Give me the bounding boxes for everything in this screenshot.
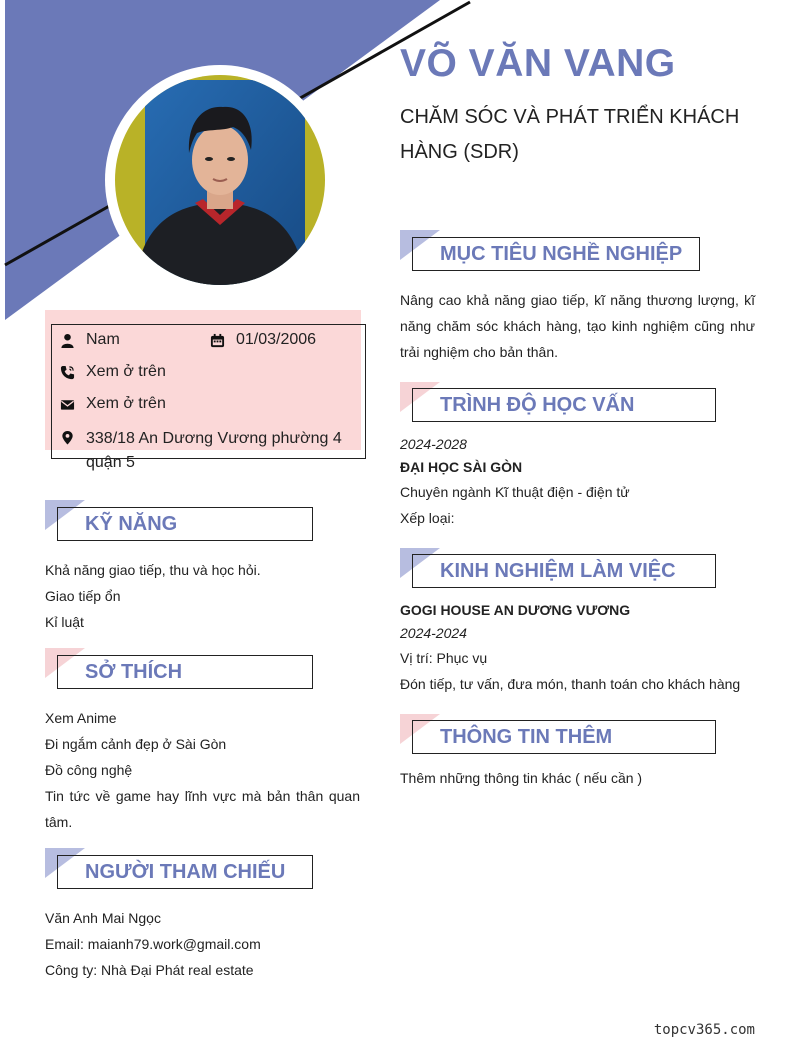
objective-text: Nâng cao khả năng giao tiếp, kĩ năng thương lượng, kĩ năng chăm sóc khách hàng, tạo kinh nghiệm cũng như trải nghiệm cho bản thân. (400, 292, 755, 360)
footer-brand: topcv365.com (653, 1022, 755, 1038)
candidate-name: VÕ VĂN VANG (400, 42, 676, 85)
experience-position: Vị trí: Phục vụ (400, 650, 488, 666)
location-pin-icon (60, 430, 75, 445)
address-row (60, 427, 350, 475)
hobby-item: Đồ công nghệ (45, 762, 133, 778)
education-major: Chuyên ngành Kĩ thuật điện - điện tử (400, 484, 630, 500)
objective-title: MỤC TIÊU NGHỀ NGHIỆP (440, 243, 683, 265)
skill-item: Khả năng giao tiếp, thu và học hỏi. (45, 562, 261, 578)
experience-title: KINH NGHIỆM LÀM VIỆC (440, 560, 676, 582)
avatar (115, 75, 325, 285)
reference-name: Văn Anh Mai Ngọc (45, 910, 161, 926)
experience-company: GOGI HOUSE AN DƯƠNG VƯƠNG (400, 602, 631, 618)
gender-value: Nam (86, 331, 120, 348)
envelope-icon (60, 397, 75, 412)
birthday-row (210, 331, 316, 349)
email-row (60, 395, 166, 413)
email-value: Xem ở trên (86, 395, 166, 412)
education-rank: Xếp loại: (400, 510, 455, 526)
skills-title: KỸ NĂNG (85, 513, 178, 535)
references-title: NGƯỜI THAM CHIẾU (85, 861, 286, 883)
skill-item: Giao tiếp ổn (45, 588, 121, 604)
reference-company: Công ty: Nhà Đại Phát real estate (45, 962, 254, 978)
phone-icon (60, 365, 75, 380)
education-title: TRÌNH ĐỘ HỌC VẤN (440, 394, 635, 416)
extra-title: THÔNG TIN THÊM (440, 726, 613, 748)
experience-period: 2024-2024 (400, 625, 467, 641)
skill-item: Kỉ luật (45, 614, 84, 630)
candidate-role: CHĂM SÓC VÀ PHÁT TRIỂN KHÁCH HÀNG (SDR) (400, 106, 740, 163)
phone-row (60, 363, 166, 381)
education-school: ĐẠI HỌC SÀI GÒN (400, 459, 523, 475)
reference-email: Email: maianh79.work@gmail.com (45, 936, 261, 952)
phone-value: Xem ở trên (86, 363, 166, 380)
hobbies-title: SỞ THÍCH (85, 661, 183, 683)
birthday-value: 01/03/2006 (236, 331, 317, 348)
education-period: 2024-2028 (400, 436, 467, 452)
hobby-item: Đi ngắm cảnh đẹp ở Sài Gòn (45, 736, 227, 752)
hobby-item: Tin tức về game hay lĩnh vực mà bản thân quan tâm. (45, 788, 360, 830)
hobby-item: Xem Anime (45, 710, 117, 726)
person-icon (60, 333, 75, 348)
extra-text: Thêm những thông tin khác ( nếu cần ) (400, 770, 643, 786)
experience-duties: Đón tiếp, tư vấn, đưa món, thanh toán cho khách hàng (400, 676, 741, 692)
address-value: 338/18 An Dương Vương phường 4 quận 5 (86, 430, 342, 471)
gender-row (60, 331, 120, 349)
calendar-icon (210, 333, 225, 348)
